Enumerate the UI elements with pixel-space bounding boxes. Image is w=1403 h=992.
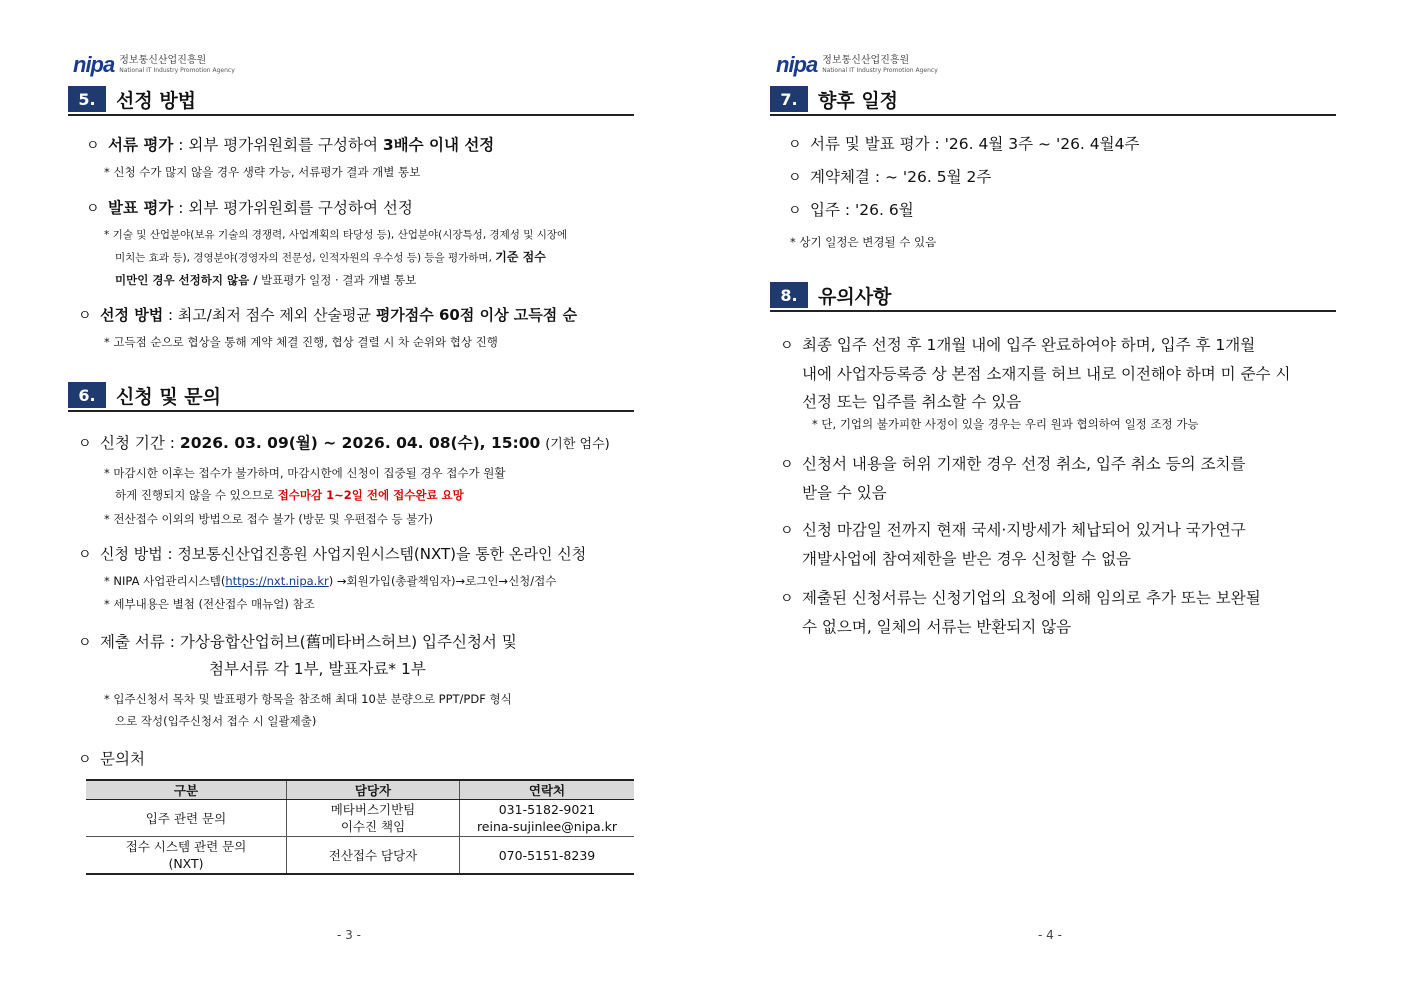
schedule-review: ㅇ 서류 및 발표 평가 : '26. 4월 3주 ~ '26. 4월4주 xyxy=(788,135,1140,153)
contact-item: ㅇ 문의처 xyxy=(78,750,145,768)
section-5-heading: 5. 선정 방법 xyxy=(68,84,634,116)
doc-review-note: * 신청 수가 많지 않을 경우 생략 가능, 서류평가 결과 개별 통보 xyxy=(104,165,421,179)
presentation-review-item: ㅇ 발표 평가 : 외부 평가위원회를 구성하여 선정 xyxy=(86,199,413,217)
caution-note-1: * 단, 기업의 불가피한 사정이 있을 경우는 우리 원과 협의하여 일정 조정 가능 xyxy=(812,417,1199,431)
page-3 xyxy=(0,0,701,992)
caution-item-1: ㅇ 최종 입주 선정 후 1개월 내에 입주 완료하여야 하며, 입주 후 1개월 내에 사업자등록증 상 본점 소재지를 허브 내로 이전해야 하며 미 준수 시 선정 또는 입주를 취소할 수 있음 xyxy=(780,336,1291,411)
selection-method-item: ㅇ 선정 방법 : 최고/최저 점수 제외 산술평균 평가점수 60점 이상 고득점 순 xyxy=(78,306,577,324)
application-method-item: ㅇ 신청 방법 : 정보통신산업진흥원 사업지원시스템(NXT)을 통한 온라인 신청 xyxy=(78,545,587,563)
table-row: 접수 시스템 관련 문의 (NXT) 전산접수 담당자 070-5151-8239 xyxy=(86,837,634,875)
documents-item: ㅇ 제출 서류 : 가상융합산업허브(舊메타버스허브) 입주신청서 및 xyxy=(78,633,517,651)
documents-item-line2: 첨부서류 각 1부, 발표자료* 1부 xyxy=(209,660,426,678)
documents-note-line2: 으로 작성(입주신청서 접수 시 일괄제출) xyxy=(115,714,317,728)
schedule-contract: ㅇ 계약체결 : ~ '26. 5월 2주 xyxy=(788,168,992,186)
nipa-logo: nipa 정보통신산업진흥원 National IT Industry Promotion Agency xyxy=(73,52,235,77)
selection-method-note: * 고득점 순으로 협상을 통해 계약 체결 진행, 협상 결렬 시 차 순위와 협상 진행 xyxy=(104,335,498,349)
application-period-item: ㅇ 신청 기간 : 2026. 03. 09(월) ~ 2026. 04. 08(수), 15:00 (기한 엄수) xyxy=(78,434,610,452)
table-row: 입주 관련 문의 메타버스기반팀 이수진 책임 031-5182-9021 reina-sujinlee@nipa.kr xyxy=(86,800,634,837)
schedule-note: * 상기 일정은 변경될 수 있음 xyxy=(790,235,937,249)
presentation-note-line2: 미치는 효과 등), 경영분야(경영자의 전문성, 인적자원의 우수성 등) 등을 평가하며, 기준 점수 xyxy=(115,250,546,264)
method-note-line1: * NIPA 사업관리시스템(https://nxt.nipa.kr) →회원가입(총괄책임자)→로그인→신청/접수 xyxy=(104,574,557,588)
section-7-heading: 7. 향후 일정 xyxy=(770,84,1336,116)
presentation-note-line1: * 기술 및 산업분야(보유 기술의 경쟁력, 사업계획의 타당성 등), 산업분야(시장특성, 경제성 및 시장에 xyxy=(104,229,568,241)
documents-note-line1: * 입주신청서 목차 및 발표평가 항목을 참조해 최대 10분 분량으로 PPT/PDF 형식 xyxy=(104,692,512,706)
page-number: - 4 - xyxy=(1038,928,1062,942)
page-4 xyxy=(702,0,1403,992)
nipa-logo: nipa 정보통신산업진흥원 National IT Industry Promotion Agency xyxy=(776,52,938,77)
section-8-heading: 8. 유의사항 xyxy=(770,280,1336,312)
section-6-heading: 6. 신청 및 문의 xyxy=(68,380,634,412)
method-note-line2: * 세부내용은 별첨 (전산접수 매뉴얼) 참조 xyxy=(104,597,315,611)
schedule-move-in: ㅇ 입주 : '26. 6월 xyxy=(788,201,914,219)
caution-item-2: ㅇ 신청서 내용을 허위 기재한 경우 선정 취소, 입주 취소 등의 조치를 받을 수 있음 xyxy=(780,455,1246,502)
period-note-line3: * 전산접수 이외의 방법으로 접수 불가 (방문 및 우편접수 등 불가) xyxy=(104,512,434,526)
period-note-line1: * 마감시한 이후는 접수가 불가하며, 마감시한에 신청이 집중될 경우 접수가 원활 xyxy=(104,466,506,480)
nxt-link[interactable]: https://nxt.nipa.kr xyxy=(225,574,329,588)
period-note-line2: 하게 진행되지 않을 수 있으므로 접수마감 1~2일 전에 접수완료 요망 xyxy=(115,488,464,502)
page-number: - 3 - xyxy=(337,928,361,942)
presentation-note-line3: 미만인 경우 선정하지 않음 / 발표평가 일정 · 결과 개별 통보 xyxy=(115,273,417,287)
contact-table: 구분 담당자 연락처 입주 관련 문의 메타버스기반팀 이수진 책임 031-5182-9021 reina-sujinlee@nipa.kr 접수 시스템 관련 문의 (NXT) 전산접수 담당자 070-5151-8239 xyxy=(86,779,634,875)
doc-review-item: ㅇ 서류 평가 : 외부 평가위원회를 구성하여 3배수 이내 선정 xyxy=(86,136,495,154)
caution-item-3: ㅇ 신청 마감일 전까지 현재 국세·지방세가 체납되어 있거나 국가연구 개발사업에 참여제한을 받은 경우 신청할 수 없음 xyxy=(780,521,1246,568)
caution-item-4: ㅇ 제출된 신청서류는 신청기업의 요청에 의해 임의로 추가 또는 보완될 수 없으며, 일체의 서류는 반환되지 않음 xyxy=(780,589,1261,636)
